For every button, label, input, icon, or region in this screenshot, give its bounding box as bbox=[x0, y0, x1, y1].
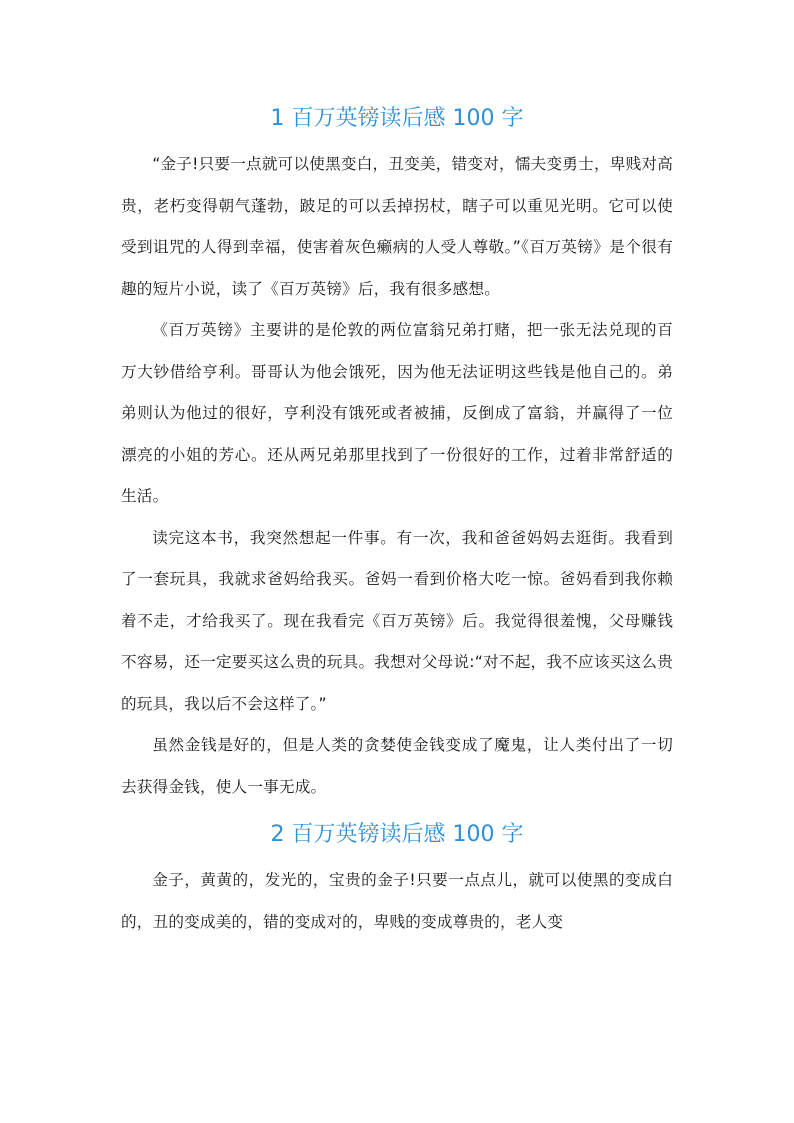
document-body bbox=[121, 100, 673, 943]
section-1-paragraph-3: 读完这本书，我突然想起一件事。有一次，我和爸爸妈妈去逛街。我看到了一套玩具，我就求爸妈给我买。爸妈一看到价格大吃一惊。爸妈看到我你赖着不走，才给我买了。现在我看完《百万英镑》后。我觉得很羞愧，父母赚钱不容易，还一定要买这么贵的玩具。我想对父母说:“对不起，我不应该买这么贵的玩具，我以后不会这样了。” bbox=[121, 528, 673, 713]
section-1-paragraph-4: 虽然金钱是好的，但是人类的贪婪使金钱变成了魔鬼，让人类付出了一切去获得金钱，使人一事无成。 bbox=[121, 736, 673, 796]
section-2-paragraph-1: 金子，黄黄的，发光的，宝贵的金子!只要一点点儿，就可以使黑的变成白的，丑的变成美的，错的变成对的，卑贱的变成尊贵的，老人变 bbox=[121, 871, 673, 931]
section-1-title: 1 百万英镑读后感 100 字 bbox=[270, 106, 524, 131]
section-1-paragraph-1: “金子!只要一点就可以使黑变白，丑变美，错变对，懦夫变勇士，卑贱对高贵，老朽变得朝气蓬勃，跛足的可以丢掉拐杖，瞎子可以重见光明。它可以使受到诅咒的人得到幸福，使害着灰色癞病的人受人尊敬。”《百万英镑》是个很有趣的短片小说，读了《百万英镑》后，我有很多感想。 bbox=[121, 155, 673, 298]
section-2-title: 2 百万英镑读后感 100 字 bbox=[270, 822, 524, 847]
section-1-paragraph-2: 《百万英镑》主要讲的是伦敦的两位富翁兄弟打赌，把一张无法兑现的百万大钞借给亨利。哥哥认为他会饿死，因为他无法证明这些钱是他自己的。弟弟则认为他过的很好，亨利没有饿死或者被捕，反倒成了富翁，并赢得了一位漂亮的小姐的芳心。还从两兄弟那里找到了一份很好的工作，过着非常舒适的生活。 bbox=[121, 321, 673, 505]
